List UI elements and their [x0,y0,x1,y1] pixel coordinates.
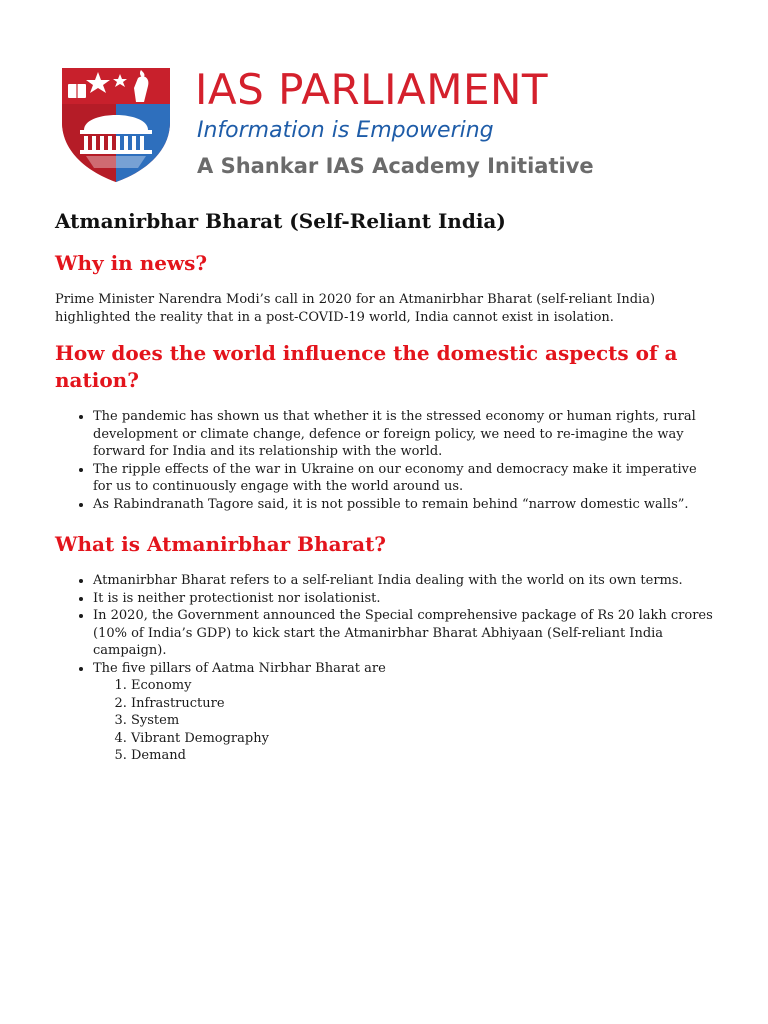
list-item-pillars [93,660,715,765]
list-item: • The pandemic has shown us that whether it is the stressed economy or human rights, rural development or climate change, defence or foreign policy, we need to re-imagine the way forward for India and its relationship with the world. [93,408,715,461]
pillar-item: 5. Demand [131,747,715,765]
pillars-intro: The five pillars of Aatma Nirbhar Bharat are [93,660,386,676]
site-header [58,64,718,188]
pillar-item: 3. System [131,712,715,730]
world-influence-list [55,408,715,513]
article-body [55,206,715,783]
list-item: • It is is neither protectionist nor isolationist. [93,590,715,608]
brand-tagline: Information is Empowering [197,118,494,143]
section-heading-why-in-news: Why in news? [55,251,208,275]
list-item: • As Rabindranath Tagore said, it is not possible to remain behind “narrow domestic walls”. [93,496,715,514]
section-paragraph-why-in-news: Prime Minister Narendra Modi’s call in 2020 for an Atmanirbhar Bharat (self-reliant India) highlighted the reality that in a post-COVID-19 world, India cannot exist in isolation. [55,292,656,325]
article-title: Atmanirbhar Bharat (Self-Reliant India) [55,209,506,233]
pillars-list [93,677,715,765]
pillar-item: 1. Economy [131,677,715,695]
list-item: • The ripple effects of the war in Ukraine on our economy and democracy make it imperative for us to continuously engage with the world around us. [93,461,715,496]
brand-name: IAS PARLIAMENT [195,65,549,114]
section-heading-what-is-atmanirbhar: What is Atmanirbhar Bharat? [55,532,387,556]
pillar-item: 2. Infrastructure [131,695,715,713]
section-heading-world-influence: How does the world influence the domestic aspects of a nation? [55,341,678,392]
list-item: • Atmanirbhar Bharat refers to a self-reliant India dealing with the world on its own terms. [93,572,715,590]
list-item: • In 2020, the Government announced the Special comprehensive package of Rs 20 lakh crores (10% of India’s GDP) to kick start the Atmanirbhar Bharat Abhiyaan (Self-reliant India campaign). [93,607,715,660]
pillar-item: 4. Vibrant Demography [131,730,715,748]
atmanirbhar-list [55,572,715,765]
ias-parliament-logo-icon [58,64,174,184]
brand-initiative: A Shankar IAS Academy Initiative [197,154,594,178]
